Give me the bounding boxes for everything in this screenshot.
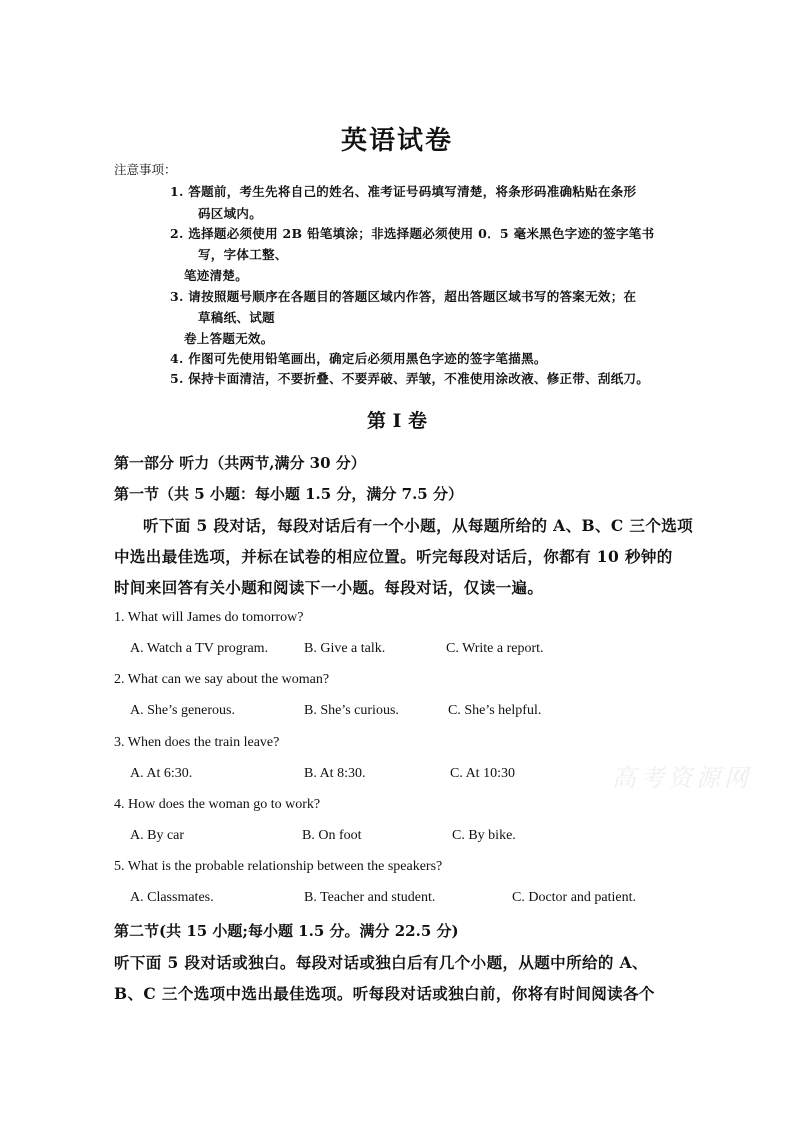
question-1-option-b: B. Give a talk. — [304, 641, 386, 656]
section2-instructions-line: 听下面 5 段对话或独白。每段对话或独白后有几个小题，从题中所给的 A、 — [114, 953, 648, 972]
notice-line: 码区域内。 — [198, 206, 263, 221]
exam-title: 英语试卷 — [340, 126, 453, 156]
question-3: 3. When does the train leave? — [114, 735, 280, 750]
question-2-option-c: C. She’s helpful. — [448, 703, 542, 718]
question-3-option-c: C. At 10:30 — [450, 766, 515, 781]
section2-heading: 第二节(共 15 小题;每小题 1.5 分。满分 22.5 分) — [114, 922, 459, 940]
notice-line: 1. 答题前，考生先将自己的姓名、准考证号码填写清楚，将条形码准确粘贴在条形 — [170, 184, 637, 199]
watermark: 高考资源网 — [612, 764, 752, 792]
question-1: 1. What will James do tomorrow? — [114, 610, 304, 625]
notice-heading: 注意事项： — [114, 162, 177, 177]
section1-instructions-line: 中选出最佳选项，并标在试卷的相应位置。听完每段对话后，你都有 10 秒钟的 — [114, 547, 673, 566]
notice-line: 卷上答题无效。 — [184, 331, 274, 346]
question-4: 4. How does the woman go to work? — [114, 797, 321, 812]
section2-instructions-line: B、C 三个选项中选出最佳选项。听每段对话或独白前，你将有时间阅读各个 — [114, 984, 655, 1003]
notice-line: 写，字体工整、 — [198, 247, 288, 262]
question-2: 2. What can we say about the woman? — [114, 672, 330, 687]
question-5: 5. What is the probable relationship between the speakers? — [114, 859, 443, 874]
question-1-option-c: C. Write a report. — [446, 641, 544, 656]
section1-instructions-line: 时间来回答有关小题和阅读下一小题。每段对话，仅读一遍。 — [114, 578, 544, 597]
question-4-option-a: A. By car — [130, 828, 185, 843]
notice-line: 3. 请按照题号顺序在各题目的答题区域内作答，超出答题区域书写的答案无效；在 — [170, 289, 637, 304]
question-3-option-a: A. At 6:30. — [130, 766, 193, 781]
volume-heading: 第 I 卷 — [366, 410, 428, 432]
question-5-option-a: A. Classmates. — [130, 890, 214, 905]
question-3-option-b: B. At 8:30. — [304, 766, 366, 781]
section1-instructions-line: 听下面 5 段对话，每段对话后有一个小题，从每题所给的 A、B、C 三个选项 — [143, 516, 694, 535]
notice-line: 2. 选择题必须使用 2B 铅笔填涂；非选择题必须使用 0．5 毫米黑色字迹的签字笔书 — [170, 226, 655, 241]
notice-line: 4. 作图可先使用铅笔画出，确定后必须用黑色字迹的签字笔描黑。 — [170, 351, 547, 366]
question-5-option-b: B. Teacher and student. — [304, 890, 436, 905]
question-4-option-c: C. By bike. — [452, 828, 516, 843]
part1-heading: 第一部分 听力（共两节,满分 30 分） — [114, 454, 366, 472]
question-4-option-b: B. On foot — [302, 828, 362, 843]
notice-line: 5. 保持卡面清洁，不要折叠、不要弄破、弄皱，不准使用涂改液、修正带、刮纸刀。 — [170, 371, 650, 386]
notice-line: 草稿纸、试题 — [198, 310, 275, 325]
question-2-option-b: B. She’s curious. — [304, 703, 399, 718]
section1-heading: 第一节（共 5 小题：每小题 1.5 分，满分 7.5 分） — [114, 485, 463, 503]
notice-line: 笔迹清楚。 — [184, 268, 249, 283]
question-1-option-a: A. Watch a TV program. — [130, 641, 269, 656]
question-2-option-a: A. She’s generous. — [130, 703, 235, 718]
question-5-option-c: C. Doctor and patient. — [512, 890, 637, 905]
